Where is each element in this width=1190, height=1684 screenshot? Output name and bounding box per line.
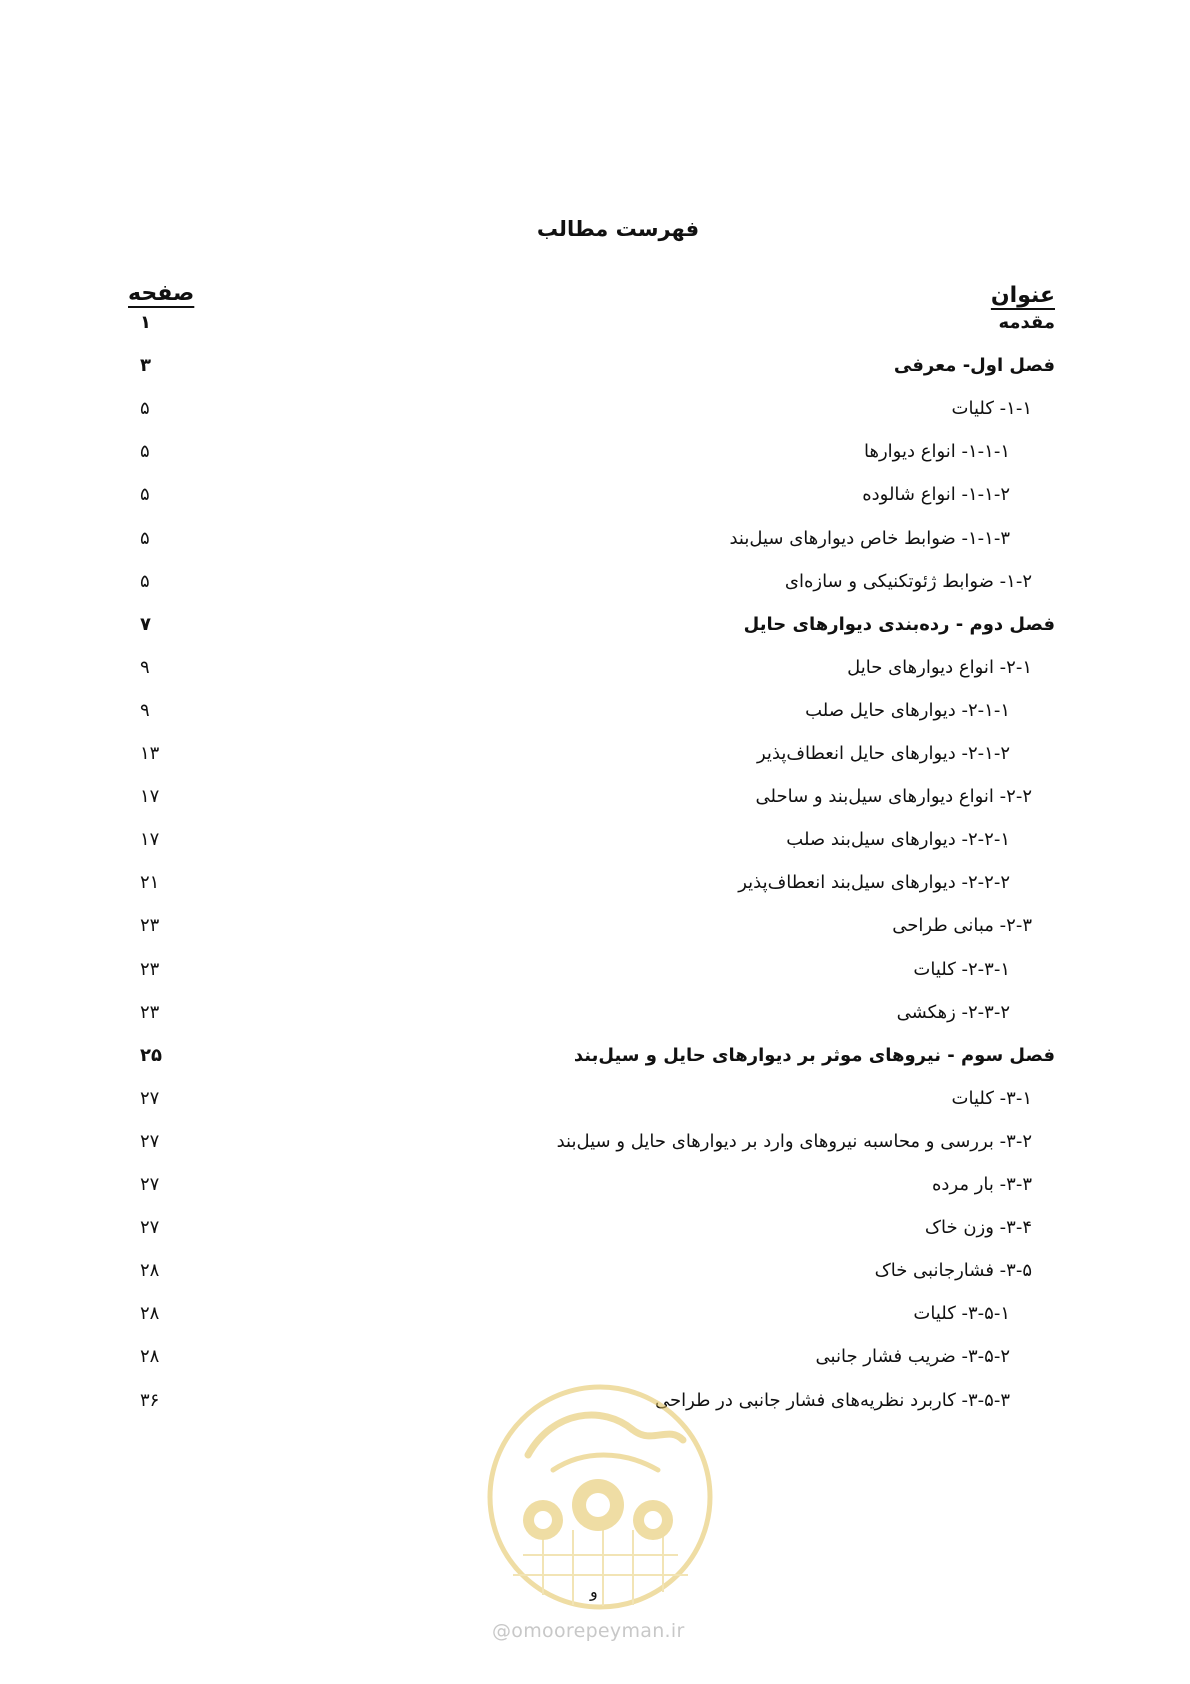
toc-entry	[0, 1255, 1190, 1287]
toc-entry	[0, 652, 1190, 684]
toc-entry-page: ۲۸	[140, 1260, 160, 1282]
toc-entry	[0, 1212, 1190, 1244]
watermark-site: @omoorepeyman.ir	[492, 1620, 685, 1642]
toc-entry-page: ۵	[140, 527, 150, 549]
toc-entry-title: مقدمه	[998, 312, 1055, 333]
toc-entry	[0, 695, 1190, 727]
toc-entry-title: ۳-۳- بار مرده	[932, 1174, 1032, 1195]
toc-entry	[0, 393, 1190, 425]
toc-entry	[0, 350, 1190, 382]
toc-entry-page: ۱	[140, 312, 151, 333]
toc-entry-page: ۵	[140, 570, 150, 592]
toc-entry	[0, 824, 1190, 856]
toc-entry	[0, 1083, 1190, 1115]
toc-entry	[0, 1169, 1190, 1201]
toc-entry-title: ۲-۱-۱- دیوارهای حایل صلب	[805, 699, 1010, 721]
toc-entry-title: ۱-۱-۱- انواع دیوارها	[864, 441, 1010, 463]
toc-entry-page: ۵	[140, 484, 150, 506]
toc-entry-page: ۲۵	[140, 1044, 162, 1066]
toc-entry-page: ۲۸	[140, 1346, 160, 1368]
toc-entry-page: ۱۷	[140, 829, 160, 851]
toc-entry	[0, 910, 1190, 942]
toc-entry-page: ۹	[140, 656, 150, 678]
toc-entry-page: ۳	[140, 355, 151, 377]
toc-entry-page: ۷	[140, 613, 151, 635]
toc-entry	[0, 566, 1190, 598]
toc-entry-title: ۲-۲- انواع دیوارهای سیل‌بند و ساحلی	[755, 786, 1032, 808]
toc-entry-title: ۳-۵-۱- کلیات	[913, 1303, 1010, 1325]
toc-entry-page: ۲۳	[140, 915, 160, 937]
toc-entry	[0, 436, 1190, 468]
toc-entry-page: ۱۷	[140, 786, 160, 808]
watermark-logo	[483, 1380, 718, 1615]
toc-entry-page: ۹	[140, 699, 150, 721]
page-title: فهرست مطالب	[536, 217, 700, 241]
column-header-page: صفحه	[128, 281, 195, 306]
toc-entry-title: فصل دوم - رده‌بندی دیوارهای حایل	[743, 613, 1055, 635]
toc-entry	[0, 867, 1190, 899]
toc-entry-page: ۲۷	[140, 1087, 160, 1109]
toc-entry-title: ۱-۱- کلیات	[951, 398, 1032, 420]
toc-entry-title: ۳-۴- وزن خاک	[924, 1217, 1032, 1239]
toc-entry-title: ۳-۲- بررسی و محاسبه نیروهای وارد بر دیوارهای حایل و سیل‌بند	[556, 1130, 1032, 1152]
toc-entry-page: ۱۳	[140, 743, 160, 764]
toc-entry-page: ۵	[140, 398, 150, 420]
toc-entry-title: ۱-۱-۳- ضوابط خاص دیوارهای سیل‌بند	[729, 527, 1010, 549]
page-number: و	[590, 1582, 598, 1601]
toc-entry-title: فصل سوم - نیروهای موثر بر دیوارهای حایل و سیل‌بند	[573, 1044, 1055, 1066]
toc-entry-title: ۳-۵-۲- ضریب فشار جانبی	[815, 1346, 1010, 1368]
toc-entry-page: ۲۸	[140, 1303, 160, 1325]
toc-entry	[0, 609, 1190, 641]
toc-entry-page: ۲۳	[140, 958, 160, 980]
toc-entry-page: ۲۱	[140, 872, 160, 894]
toc-entry-title: ۲-۳- مبانی طراحی	[892, 915, 1032, 937]
toc-entry-title: ۲-۱-۲- دیوارهای حایل انعطاف‌پذیر	[757, 743, 1010, 764]
toc-entry-page: ۲۷	[140, 1217, 160, 1239]
toc-entry-title: ۳-۱- کلیات	[951, 1087, 1032, 1109]
toc-entry	[0, 954, 1190, 986]
toc-entry-title: ۳-۵-۳- کاربرد نظریه‌های فشار جانبی در طراحی	[655, 1389, 1010, 1411]
toc-entry-title: ۱-۲- ضوابط ژئوتکنیکی و سازه‌ای	[784, 570, 1032, 592]
toc-entry	[0, 1126, 1190, 1158]
toc-entry-title: ۲-۲-۱- دیوارهای سیل‌بند صلب	[786, 829, 1010, 851]
toc-entry-page: ۳۶	[140, 1389, 160, 1411]
toc-entry	[0, 738, 1190, 770]
toc-entry	[0, 479, 1190, 511]
toc-entry-title: ۲-۳-۲- زهکشی	[896, 1001, 1010, 1023]
toc-entry	[0, 523, 1190, 555]
toc-entry-title: فصل اول- معرفی	[893, 355, 1055, 377]
toc-entry-title: ۲-۳-۱- کلیات	[913, 958, 1010, 980]
toc-entry	[0, 1298, 1190, 1330]
toc-entry-page: ۲۷	[140, 1174, 160, 1195]
toc-entry	[0, 1040, 1190, 1072]
toc-entry-title: ۱-۱-۲- انواع شالوده	[862, 484, 1010, 506]
toc-entry-page: ۵	[140, 441, 150, 463]
column-header-title: عنوان	[990, 283, 1055, 308]
toc-entry	[0, 307, 1190, 339]
toc-entry	[0, 781, 1190, 813]
toc-entry-title: ۲-۲-۲- دیوارهای سیل‌بند انعطاف‌پذیر	[738, 872, 1010, 894]
toc-entry	[0, 997, 1190, 1029]
toc-entry-page: ۲۷	[140, 1130, 160, 1152]
toc-entry	[0, 1341, 1190, 1373]
toc-entry-title: ۳-۵- فشارجانبی خاک	[874, 1260, 1032, 1282]
toc-entry-page: ۲۳	[140, 1001, 160, 1023]
toc-entry-title: ۲-۱- انواع دیوارهای حایل	[847, 656, 1032, 678]
